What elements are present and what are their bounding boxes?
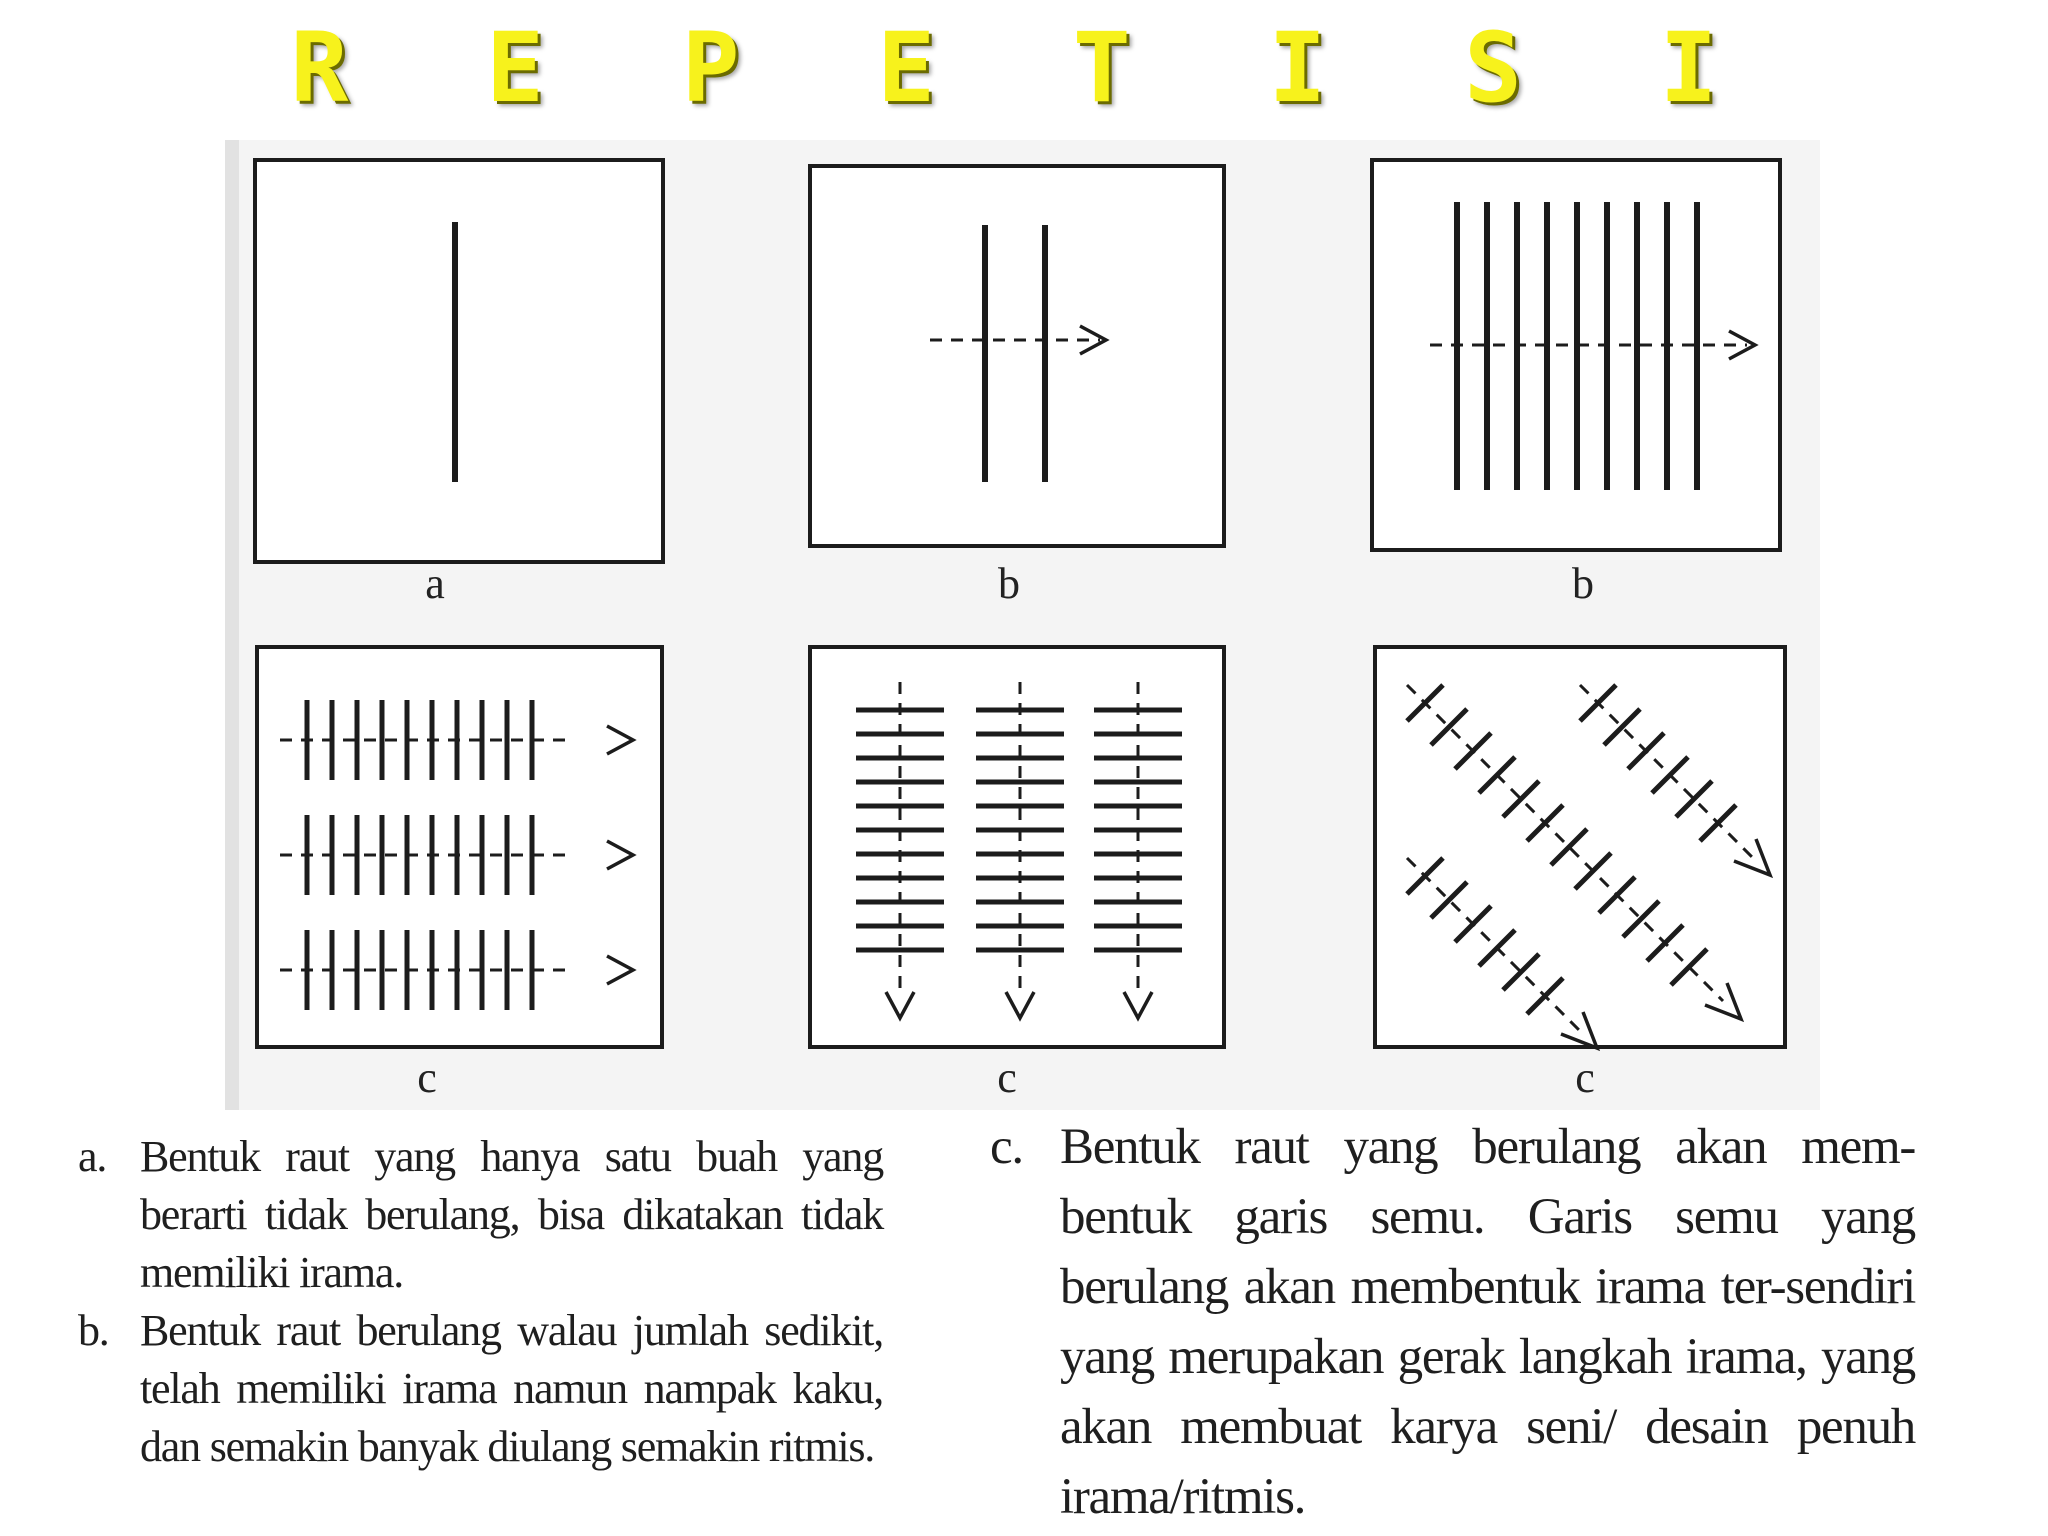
- caption-a-text: Bentuk raut yang hanya satu buah yang berarti tidak berulang, bisa dikatakan tidak memiliki irama.: [140, 1132, 883, 1297]
- panel-a-frame: [255, 160, 663, 562]
- panel-label-b1: b: [998, 559, 1020, 608]
- panel-c3-frame: [1375, 647, 1785, 1047]
- panel-label-a: a: [425, 559, 445, 608]
- captions-left: [78, 1128, 883, 1476]
- caption-b-marker: b.: [78, 1306, 109, 1355]
- panel-label-b2: b: [1572, 559, 1594, 608]
- caption-b: [78, 1302, 883, 1476]
- caption-a-marker: a.: [78, 1132, 107, 1181]
- caption-c: [990, 1112, 1915, 1532]
- repetition-diagram: [225, 140, 1820, 1110]
- page-title: R E P E T I S I: [290, 12, 1758, 124]
- panel-label-c2: c: [997, 1053, 1017, 1102]
- panel-c2-frame: [810, 647, 1224, 1047]
- panel-label-c1: c: [417, 1053, 437, 1102]
- caption-c-text: Bentuk raut yang berulang akan mem-bentuk garis semu. Garis semu yang berulang akan membentuk irama ter-sendiri yang merupakan gerak langkah irama, yang akan membuat karya seni/ desain penuh irama/ritmis.: [1060, 1119, 1915, 1525]
- caption-a: [78, 1128, 883, 1302]
- caption-b-text: Bentuk raut berulang walau jumlah sedikit, telah memiliki irama namun nampak kaku, dan semakin banyak diulang semakin ritmis.: [140, 1306, 883, 1471]
- caption-c-marker: c.: [990, 1119, 1023, 1175]
- scan-shadow: [225, 140, 239, 1110]
- panel-label-c3: c: [1575, 1053, 1595, 1102]
- panel-b1-frame: [810, 166, 1224, 546]
- captions-right: [990, 1112, 1915, 1532]
